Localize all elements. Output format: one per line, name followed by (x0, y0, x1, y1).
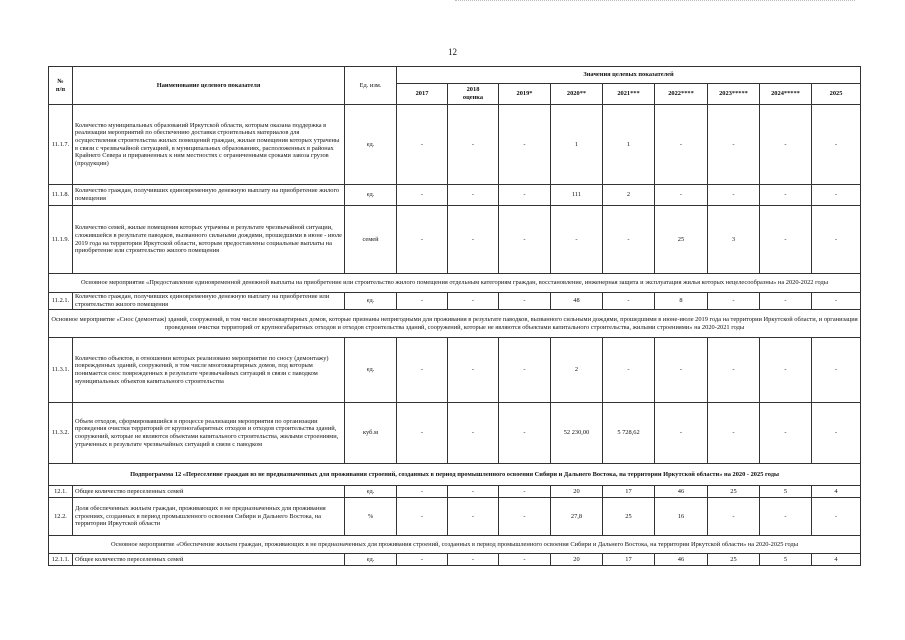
value-cell: - (499, 486, 551, 498)
indicator-name: Общее количество переселенных семей (73, 554, 345, 566)
value-cell: - (760, 338, 812, 403)
header-year: 2024***** (760, 84, 812, 105)
value-cell: 46 (655, 554, 708, 566)
header-year: 2018 оценка (448, 84, 499, 105)
row-number: 12.1. (49, 486, 73, 498)
unit-cell: ед. (345, 293, 397, 310)
unit-cell: % (345, 498, 397, 536)
row-number: 11.1.7. (49, 105, 73, 185)
row-number: 12.2. (49, 498, 73, 536)
value-cell: - (603, 206, 655, 274)
value-cell: - (708, 338, 760, 403)
indicator-name: Количество граждан, получивших единовременную денежную выплату на приобретение жилого помещения (73, 185, 345, 206)
value-cell: - (812, 338, 861, 403)
value-cell: - (499, 293, 551, 310)
row-number: 11.1.8. (49, 185, 73, 206)
value-cell: - (812, 403, 861, 464)
header-year: 2025 (812, 84, 861, 105)
value-cell: - (448, 554, 499, 566)
value-cell: - (760, 403, 812, 464)
table-row (49, 403, 861, 464)
table-row (49, 206, 861, 274)
row-number: 11.1.9. (49, 206, 73, 274)
header-year: 2022**** (655, 84, 708, 105)
header-year: 2021*** (603, 84, 655, 105)
table-row (49, 105, 861, 185)
value-cell: - (499, 338, 551, 403)
table-row (49, 498, 861, 536)
value-cell: - (812, 185, 861, 206)
value-cell: 46 (655, 486, 708, 498)
value-cell: - (397, 293, 448, 310)
value-cell: - (708, 403, 760, 464)
value-cell: 111 (551, 185, 603, 206)
value-cell: - (812, 293, 861, 310)
value-cell: - (448, 206, 499, 274)
unit-cell: ед. (345, 338, 397, 403)
value-cell: - (708, 498, 760, 536)
indicator-name: Количество граждан, получивших единовременную денежную выплату на приобретение или строительство жилого помещения (73, 293, 345, 310)
value-cell: 2 (603, 185, 655, 206)
value-cell: - (397, 498, 448, 536)
section-row (49, 310, 861, 338)
value-cell: - (448, 185, 499, 206)
value-cell: - (397, 554, 448, 566)
value-cell: - (448, 486, 499, 498)
value-cell: - (551, 206, 603, 274)
value-cell: 48 (551, 293, 603, 310)
value-cell: - (603, 338, 655, 403)
header-year: 2020** (551, 84, 603, 105)
value-cell: - (812, 206, 861, 274)
value-cell: - (708, 105, 760, 185)
value-cell: 5 (760, 554, 812, 566)
header-year: 2019* (499, 84, 551, 105)
table-row (49, 486, 861, 498)
value-cell: - (499, 185, 551, 206)
section-row (49, 536, 861, 554)
value-cell: - (760, 105, 812, 185)
row-number: 11.2.1. (49, 293, 73, 310)
row-number: 11.3.1. (49, 338, 73, 403)
indicator-name: Количество объектов, в отношении которых реализовано мероприятие по сносу (демонтажу) поврежденных зданий, сооружений, в том числе многоквартирных домов, под которым понимается снос поврежденных в результате чрезвычайных ситуаций в связи с паводком муниципальных объектов капитального строительства (73, 338, 345, 403)
indicator-name: Объем отходов, сформировавшийся в процессе реализации мероприятия по организации проведения очистки территорий от крупногабаритных отходов и отходов строительства зданий, сооружений, которые не являются объектами капитального строительства, жилыми строениями, утраченных в результате чрезвычайных ситуаций в связи с паводком (73, 403, 345, 464)
value-cell: 3 (708, 206, 760, 274)
value-cell: - (448, 105, 499, 185)
header-name: Наименование целевого показателя (73, 67, 345, 105)
indicator-name: Общее количество переселенных семей (73, 486, 345, 498)
section-row (49, 274, 861, 293)
section-row (49, 464, 861, 486)
value-cell: - (499, 105, 551, 185)
header-values-title: Значения целевых показателей (397, 67, 861, 84)
value-cell: - (397, 403, 448, 464)
value-cell: - (655, 105, 708, 185)
value-cell: 1 (603, 105, 655, 185)
value-cell: - (499, 554, 551, 566)
value-cell: - (448, 338, 499, 403)
value-cell: - (760, 185, 812, 206)
table-row (49, 554, 861, 566)
value-cell: 17 (603, 554, 655, 566)
value-cell: 25 (655, 206, 708, 274)
row-number: 11.3.2. (49, 403, 73, 464)
value-cell: 16 (655, 498, 708, 536)
value-cell: - (499, 403, 551, 464)
header-unit: Ед. изм. (345, 67, 397, 105)
value-cell: - (499, 498, 551, 536)
value-cell: 5 (760, 486, 812, 498)
value-cell: - (655, 338, 708, 403)
header-year: 2023***** (708, 84, 760, 105)
value-cell: 17 (603, 486, 655, 498)
header-num: № п/п (49, 67, 73, 105)
value-cell: 25 (708, 554, 760, 566)
table-row (49, 293, 861, 310)
value-cell: - (397, 206, 448, 274)
value-cell: - (397, 185, 448, 206)
value-cell: - (397, 486, 448, 498)
table-row (49, 338, 861, 403)
value-cell: 4 (812, 554, 861, 566)
unit-cell: ед. (345, 105, 397, 185)
indicator-name: Количество муниципальных образований Иркутской области, которым оказана поддержка в реализации мероприятий по обеспечению доставки строительных материалов для осуществления строительства жилых помещений граждан, жилые помещения которых утрачены в связи с чрезвычайной ситуацией, в муниципальных образованиях, расположенных в районах Крайнего Севера и приравненных к ним местностях с ограниченными сроками завоза грузов (продукции) (73, 105, 345, 185)
section-title: Основное мероприятие «Предоставление единовременной денежной выплаты на приобретение или строительство жилого помещения отдельным категориям граждан, восстановление, инженерная защита и эксплуатация жилья которых нецелесообразны» на 2020-2022 годы (49, 274, 861, 293)
value-cell: - (655, 403, 708, 464)
unit-cell: ед. (345, 486, 397, 498)
value-cell: 25 (603, 498, 655, 536)
unit-cell: куб.м (345, 403, 397, 464)
value-cell: - (448, 293, 499, 310)
section-title: Подпрограмма 12 «Переселение граждан из не предназначенных для проживания строений, созданных в период промышленного освоения Сибири и Дальнего Востока, на территории Иркутской области» на 2020 - 2025 годы (49, 464, 861, 486)
section-title: Основное мероприятие «Снос (демонтаж) зданий, сооружений, в том числе многоквартирных домов, которые признаны непригодными для проживания в результате паводков, вызванного сильными дождями, прошедшими в июне-июле 2019 года на территории Иркутской области, и организация проведения очистки территорий от крупногабаритных отходов и отходов строительства зданий, сооружений, которые не являются объектами капитального строительства, жилыми строениями» на 2020-2021 годы (49, 310, 861, 338)
value-cell: - (448, 403, 499, 464)
value-cell: - (499, 206, 551, 274)
header-year: 2017 (397, 84, 448, 105)
value-cell: - (397, 338, 448, 403)
page-number: 12 (448, 47, 457, 57)
scan-edge-line (455, 0, 855, 1)
value-cell: 27,8 (551, 498, 603, 536)
value-cell: - (812, 498, 861, 536)
indicator-name: Доля обеспеченных жильем граждан, проживающих в не предназначенных для проживания строениях, созданных в период промышленного освоения Сибири и Дальнего Востока, на территории Иркутской области (73, 498, 345, 536)
value-cell: 20 (551, 486, 603, 498)
value-cell: - (655, 185, 708, 206)
value-cell: 4 (812, 486, 861, 498)
section-title: Основное мероприятие «Обеспечение жильем граждан, проживающих в не предназначенных для проживания строений, созданных в период промышленного освоения Сибири и Дальнего Востока, на территории Иркутской области» на 2020-2025 годы (49, 536, 861, 554)
value-cell: 5 728,62 (603, 403, 655, 464)
row-number: 12.1.1. (49, 554, 73, 566)
value-cell: 25 (708, 486, 760, 498)
value-cell: - (760, 498, 812, 536)
value-cell: 52 230,00 (551, 403, 603, 464)
unit-cell: ед. (345, 554, 397, 566)
indicator-name: Количество семей, жилые помещения которых утрачены в результате чрезвычайной ситуации, сложившейся в результате паводков, вызванного сильными дождями, прошедшими в июне - июле 2019 года на территории Иркутской области, которым предоставлены социальные выплаты на приобретение или строительство жилого помещения (73, 206, 345, 274)
value-cell: 20 (551, 554, 603, 566)
target-indicators-table (48, 66, 861, 566)
value-cell: 1 (551, 105, 603, 185)
value-cell: 8 (655, 293, 708, 310)
value-cell: - (760, 206, 812, 274)
value-cell: - (708, 185, 760, 206)
table-row (49, 185, 861, 206)
value-cell: - (448, 498, 499, 536)
value-cell: - (812, 105, 861, 185)
unit-cell: ед. (345, 185, 397, 206)
value-cell: - (397, 105, 448, 185)
value-cell: 2 (551, 338, 603, 403)
unit-cell: семей (345, 206, 397, 274)
value-cell: - (760, 293, 812, 310)
value-cell: - (603, 293, 655, 310)
value-cell: - (708, 293, 760, 310)
